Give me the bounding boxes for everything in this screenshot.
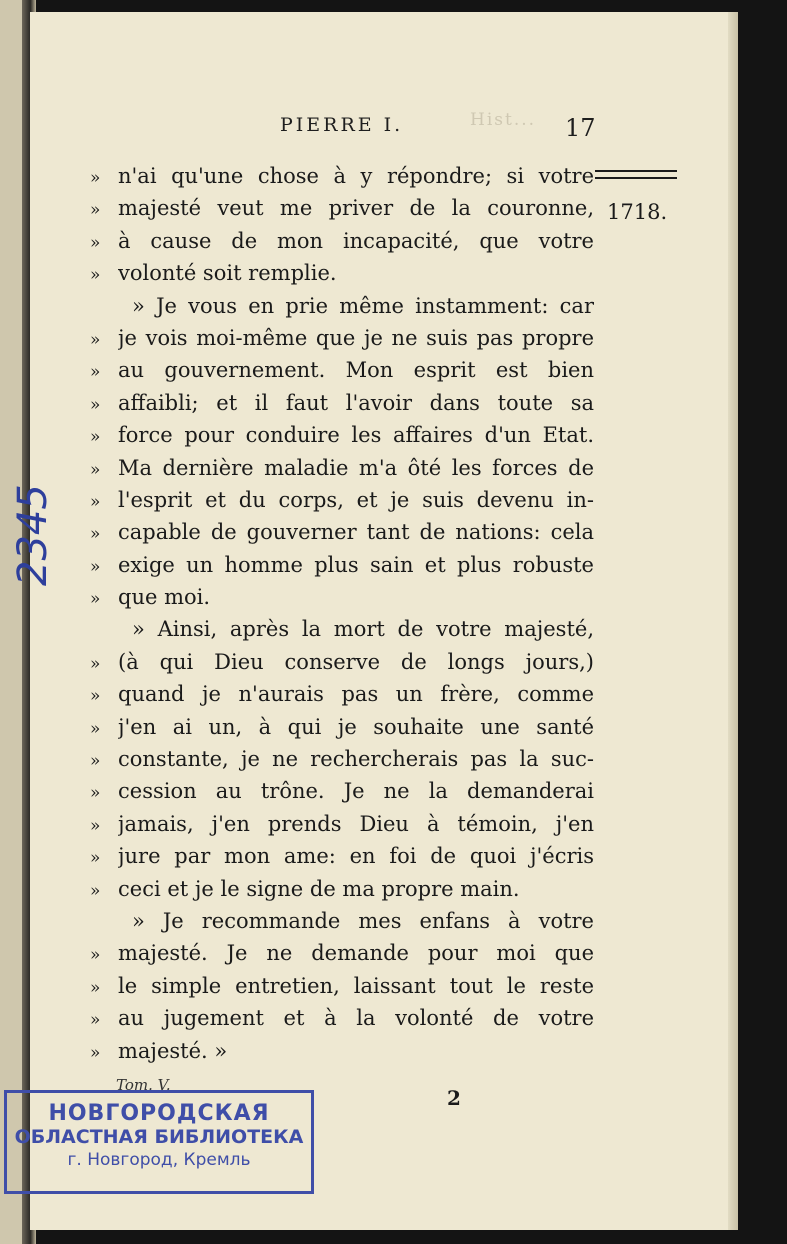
text-line xyxy=(90,808,594,840)
line-text: majesté veut me priver de la couronne, xyxy=(118,196,594,221)
book-page xyxy=(30,12,738,1230)
line-text: quand je n'aurais pas un frère, comme xyxy=(118,682,594,707)
quote-mark: » xyxy=(90,977,101,998)
text-line xyxy=(90,452,594,484)
line-text: le simple entretien, laissant tout le reste xyxy=(118,973,594,998)
text-line xyxy=(90,613,594,645)
quote-mark: » xyxy=(90,168,101,188)
quote-mark: » xyxy=(90,329,101,350)
line-text: (à qui Dieu conserve de longs jours,) xyxy=(118,649,594,674)
line-text: jure par mon ame: en foi de quoi j'écris xyxy=(118,844,594,869)
line-text: volonté soit remplie. xyxy=(118,261,337,286)
quote-mark: » xyxy=(90,362,101,383)
quote-mark: » xyxy=(90,459,101,480)
text-line xyxy=(90,290,594,322)
sheet-mark: 2 xyxy=(447,1086,461,1110)
margin-rule xyxy=(595,177,677,179)
body-text xyxy=(90,160,594,1067)
line-text: force pour conduire les affaires d'un Etat. xyxy=(118,423,594,448)
line-text: que moi. xyxy=(118,585,211,610)
quote-mark: » xyxy=(90,589,101,610)
quote-mark: » xyxy=(90,1010,101,1031)
text-line xyxy=(90,775,594,807)
text-line xyxy=(90,257,594,289)
line-text: constante, je ne rechercherais pas la suc- xyxy=(118,747,594,772)
line-text: n'ai qu'une chose à y répondre; si votre xyxy=(118,164,594,188)
quote-mark: » xyxy=(90,783,101,804)
text-line xyxy=(90,1035,594,1067)
text-line xyxy=(90,970,594,1002)
line-text: j'en ai un, à qui je souhaite une santé xyxy=(118,714,594,739)
text-line xyxy=(90,905,594,937)
running-title: PIERRE I. xyxy=(280,114,404,136)
text-line xyxy=(90,484,594,516)
text-line xyxy=(90,192,594,224)
text-line xyxy=(90,743,594,775)
quote-mark: » xyxy=(90,427,101,448)
quote-mark: » xyxy=(90,815,101,836)
text-line xyxy=(90,678,594,710)
text-line xyxy=(90,581,594,613)
text-line xyxy=(90,387,594,419)
text-line xyxy=(90,225,594,257)
line-text: au jugement et à la volonté de votre xyxy=(118,1006,594,1031)
text-line xyxy=(90,711,594,743)
quote-mark: » xyxy=(90,880,101,901)
line-text: » Je recommande mes enfans à votre xyxy=(132,908,594,933)
line-text: exige un homme plus sain et plus robuste xyxy=(118,552,594,577)
quote-mark: » xyxy=(90,491,101,512)
quote-mark: » xyxy=(90,524,101,545)
text-line xyxy=(90,873,594,905)
text-line xyxy=(90,646,594,678)
signature-mark: Tom. V. xyxy=(116,1076,171,1094)
quote-mark: » xyxy=(90,686,101,707)
line-text: Ma dernière maladie m'a ôté les forces de xyxy=(118,455,594,480)
text-line xyxy=(90,840,594,872)
line-text: affaibli; et il faut l'avoir dans toute sa xyxy=(118,390,594,415)
text-line xyxy=(90,160,594,192)
line-text: majesté. Je ne demande pour moi que xyxy=(118,941,594,966)
text-line xyxy=(90,322,594,354)
quote-mark: » xyxy=(90,232,101,253)
quote-mark: » xyxy=(90,848,101,869)
line-text: » Ainsi, après la mort de votre majesté, xyxy=(132,617,594,642)
line-text: majesté. » xyxy=(118,1038,228,1063)
quote-mark: » xyxy=(90,751,101,772)
quote-mark: » xyxy=(90,556,101,577)
quote-mark: » xyxy=(90,718,101,739)
line-text: jamais, j'en prends Dieu à témoin, j'en xyxy=(118,811,594,836)
quote-mark: » xyxy=(90,1042,101,1063)
quote-mark: » xyxy=(90,653,101,674)
text-line xyxy=(90,516,594,548)
line-text: ceci et je le signe de ma propre main. xyxy=(118,876,520,901)
text-line xyxy=(90,937,594,969)
quote-mark: » xyxy=(90,200,101,221)
text-line xyxy=(90,354,594,386)
line-text: l'esprit et du corps, et je suis devenu in- xyxy=(118,487,594,512)
text-line xyxy=(90,549,594,581)
stamp-line-3: г. Новгород, Кремль xyxy=(67,1150,251,1170)
text-line xyxy=(90,419,594,451)
library-stamp xyxy=(4,1090,314,1194)
margin-rule xyxy=(595,170,677,172)
handwritten-inventory-number: 2345 xyxy=(10,484,56,586)
page-number: 17 xyxy=(565,114,596,142)
line-text: au gouvernement. Mon esprit est bien xyxy=(118,358,594,383)
stamp-line-2: ОБЛАСТНАЯ БИБЛИОТЕКА xyxy=(14,1126,304,1148)
bleed-through-text: Hist... xyxy=(470,110,537,130)
page-header xyxy=(30,106,738,146)
quote-mark: » xyxy=(90,394,101,415)
line-text: à cause de mon incapacité, que votre xyxy=(118,228,594,253)
page-edge xyxy=(728,12,738,1230)
line-text: cession au trône. Je ne la demanderai xyxy=(118,779,594,804)
line-text: capable de gouverner tant de nations: cela xyxy=(118,520,594,545)
quote-mark: » xyxy=(90,265,101,286)
text-line xyxy=(90,1002,594,1034)
margin-year: 1718. xyxy=(607,200,668,224)
quote-mark: » xyxy=(90,945,101,966)
line-text: je vois moi-même que je ne suis pas propre xyxy=(118,325,594,350)
line-text: » Je vous en prie même instamment: car xyxy=(132,293,594,318)
stamp-line-1: НОВГОРОДСКАЯ xyxy=(48,1101,270,1126)
